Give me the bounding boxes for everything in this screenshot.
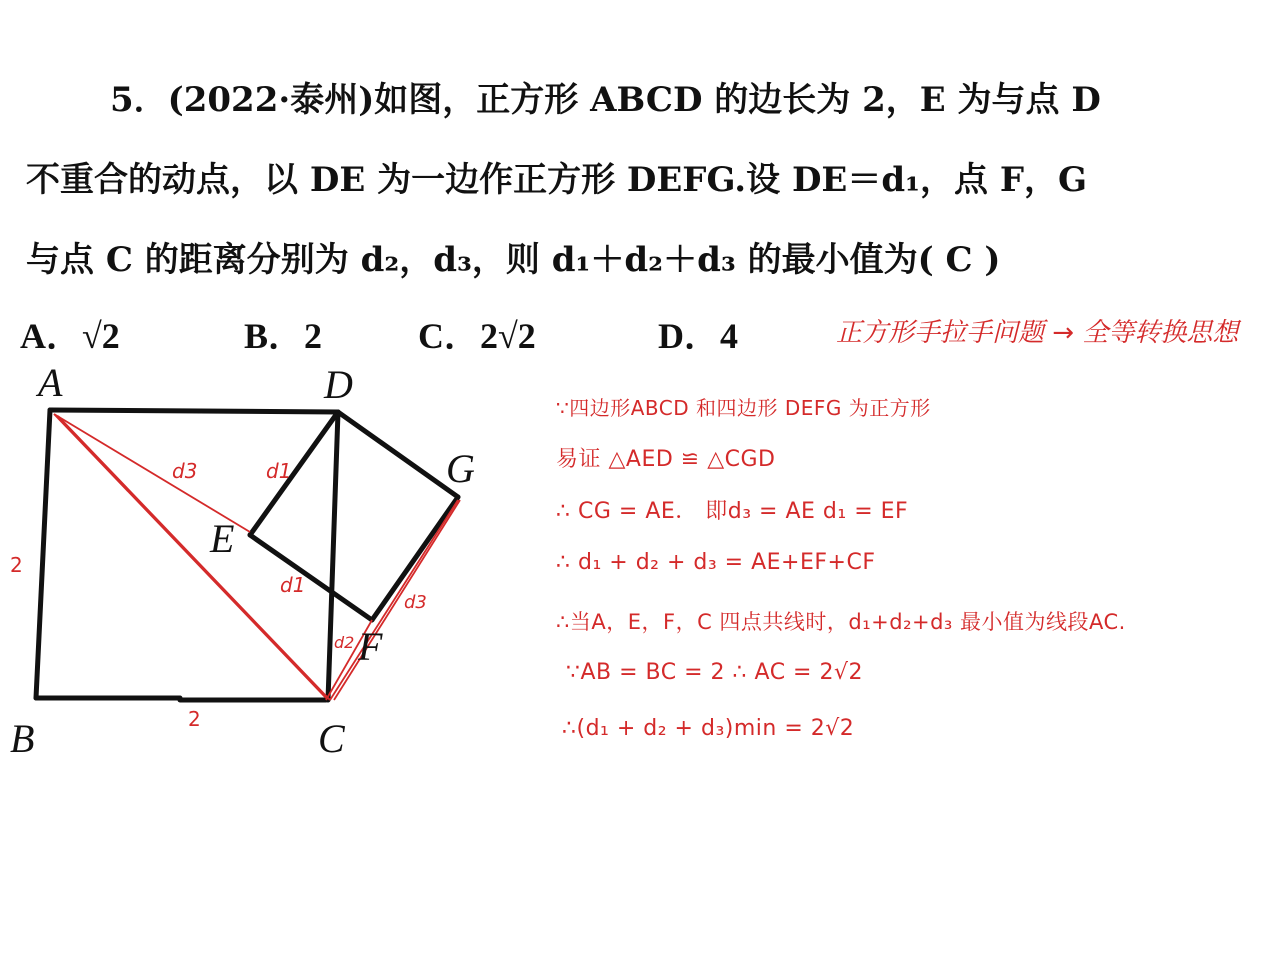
option-b: B．2: [244, 316, 323, 356]
vertex-label-a: A: [38, 365, 63, 405]
solution-line-3: ∴ CG = AE． 即d₃ = AE d₁ = EF: [556, 499, 909, 524]
segment-ef: [250, 535, 372, 620]
segment-ab: [36, 410, 50, 698]
question-line-1: 5．(2022·泰州)如图，正方形 ABCD 的边长为 2，E 为与点 D: [110, 80, 1101, 120]
vertex-label-b: B: [10, 716, 35, 761]
option-d: D．4: [658, 316, 738, 356]
segment-ad: [50, 410, 338, 412]
option-c: C．2√2: [418, 316, 536, 356]
solution-line-5: ∴当A，E，F，C 四点共线时，d₁+d₂+d₃ 最小值为线段AC.: [556, 610, 1126, 634]
solution-line-1: ∵四边形ABCD 和四边形 DEFG 为正方形: [556, 396, 931, 420]
solution-line-7: ∴(d₁ + d₂ + d₃)min = 2√2: [562, 716, 855, 741]
vertex-label-g: G: [446, 446, 475, 491]
label-d1-upper: d1: [266, 459, 292, 483]
label-side-bottom: 2: [188, 707, 201, 731]
option-a: A．√2: [20, 316, 120, 356]
geometry-figure: [0, 365, 540, 805]
label-d3-right: d3: [404, 592, 427, 613]
segment-cg-red-2: [334, 500, 460, 700]
segment-de: [250, 412, 338, 535]
vertex-label-c: C: [318, 716, 345, 761]
handwritten-hint: 正方形手拉手问题 → 全等转换思想: [836, 318, 1239, 348]
question-line-3: 与点 C 的距离分别为 d₂，d₃，则 d₁＋d₂＋d₃ 的最小值为( C ): [26, 240, 1001, 280]
segment-ac-red: [54, 414, 326, 698]
solution-line-2: 易证 △AED ≌ △CGD: [556, 447, 776, 472]
label-d3-upper: d3: [172, 459, 198, 483]
vertex-label-f: F: [358, 624, 383, 669]
vertex-label-e: E: [210, 516, 235, 561]
solution-line-4: ∴ d₁ + d₂ + d₃ = AE+EF+CF: [556, 550, 876, 575]
segment-dg: [338, 412, 458, 497]
label-side-left: 2: [10, 553, 23, 577]
label-d2: d2: [334, 633, 355, 652]
segment-dc: [328, 412, 338, 700]
label-d1-lower: d1: [280, 573, 306, 597]
solution-line-6: ∵AB = BC = 2 ∴ AC = 2√2: [566, 660, 863, 685]
segment-cg-red: [330, 500, 458, 700]
question-line-2: 不重合的动点，以 DE 为一边作正方形 DEFG.设 DE＝d₁，点 F，G: [26, 160, 1088, 200]
vertex-label-d: D: [324, 365, 353, 407]
